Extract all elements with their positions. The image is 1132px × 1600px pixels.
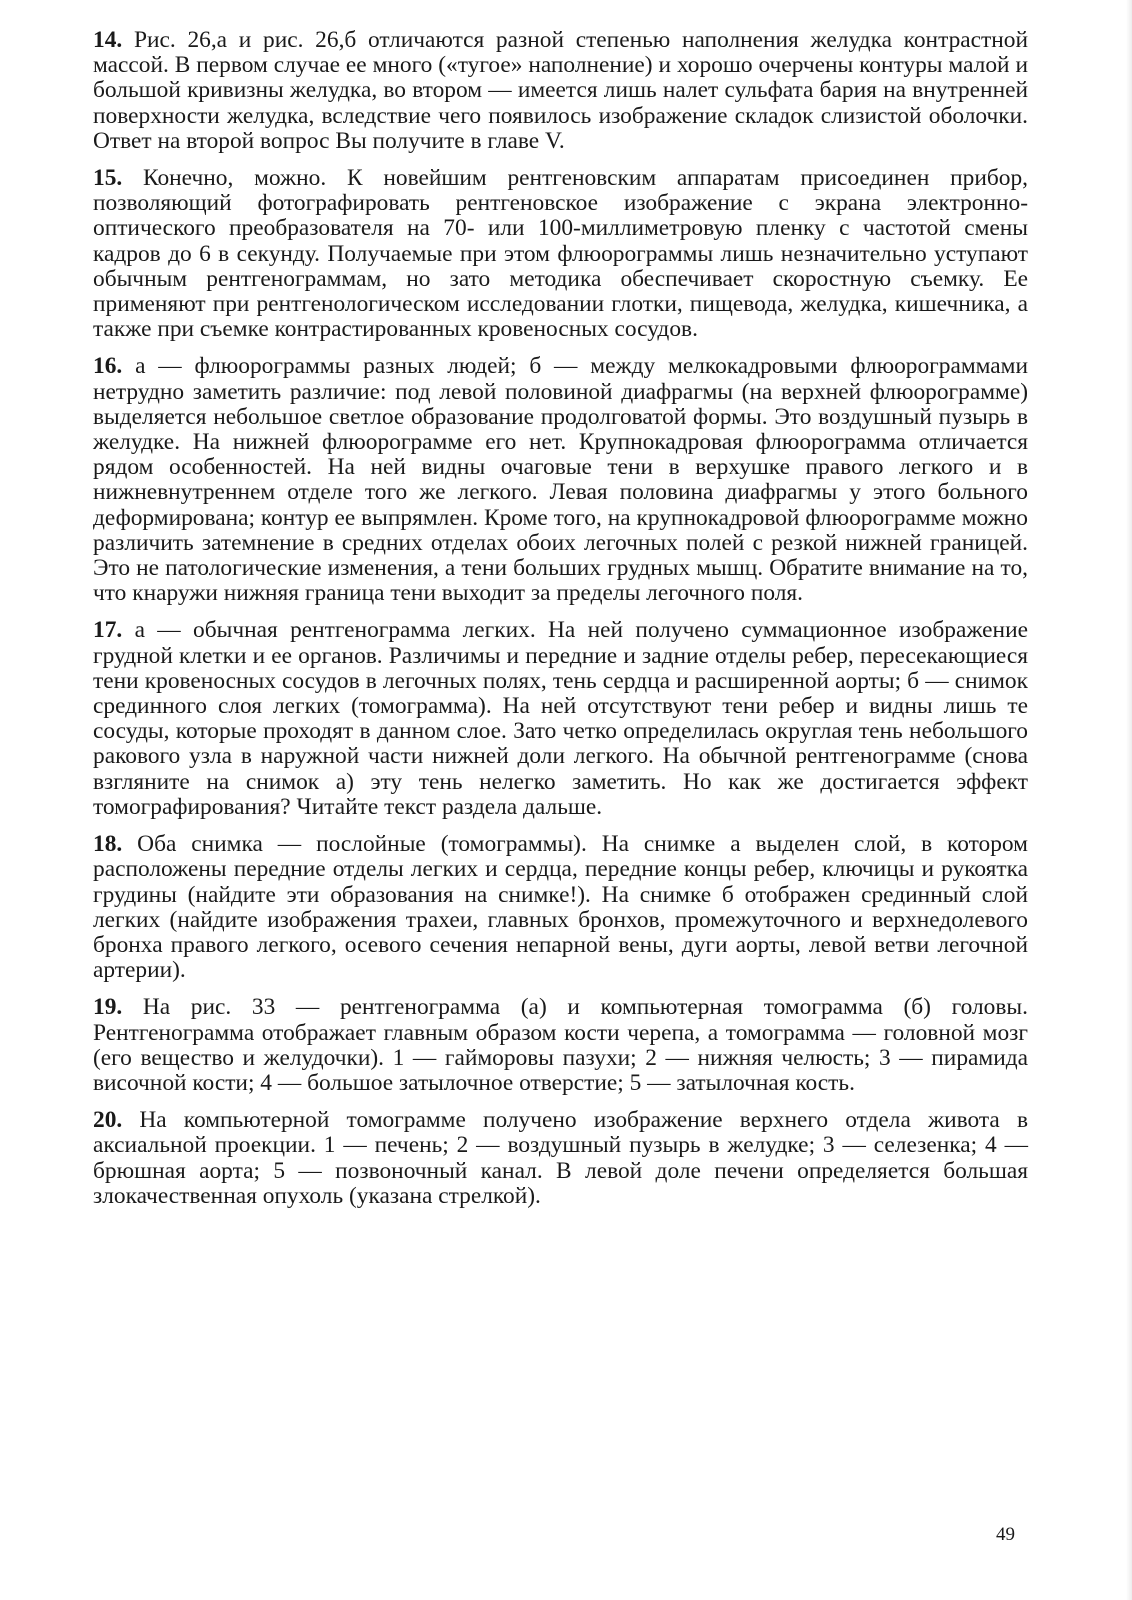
- paragraph-text: Рис. 26,а и рис. 26,б отличаются разной степенью наполнения желудка контрастной массой. В первом случае ее много («тугое» наполнение) и хорошо очерчены контуры малой и большой кривизны желудка, во втором — имеется лишь налет сульфата бария на внутренней поверхности желудка, вследствие чего появилось изображение складок слизистой оболочки. Ответ на второй вопрос Вы получите в главе V.: [93, 27, 1028, 154]
- paragraph-number: 16.: [93, 353, 123, 380]
- paragraph-20: [93, 1108, 1028, 1209]
- paragraph-number: 14.: [93, 27, 123, 53]
- paragraph-number: 19.: [93, 994, 123, 1021]
- paragraph-text: Оба снимка — послойные (томограммы). На снимке а выделен слой, в котором расположены передние отделы легких и сердца, передние концы ребер, ключицы и рукоятка грудины (найдите эти образования на снимке!). На снимке б отображен срединный слой легких (найдите изображения трахеи, главных бронхов, промежуточного и верхнедолевого бронха правого легкого, осевого сечения непарной вены, дуги аорты, левой ветви легочной артерии).: [93, 831, 1028, 984]
- paragraph-text: На компьютерной томограмме получено изображение верхнего отдела живота в аксиальной проекции. 1 — печень; 2 — воздушный пузырь в желудке; 3 — селезенка; 4 — брюшная аорта; 5 — позвоночный канал. В левой доле печени определяется большая злокачественная опухоль (указана стрелкой).: [93, 1107, 1028, 1209]
- paragraph-number: 17.: [93, 617, 123, 644]
- paragraph-text: Конечно, можно. К новейшим рентгеновским аппаратам присоединен прибор, позволяющий фотографировать рентгеновское изображение с экрана электронно-оптического преобразователя на 70- или 100-миллиметровую пленку с частотой смены кадров до 6 в секунду. Получаемые при этом флюорограммы лишь незначительно уступают обычным рентгенограммам, но зато методика обеспечивает скоростную съемку. Ее применяют при рентгенологическом исследовании глотки, пищевода, желудка, кишечника, а также при съемке контрастированных кровеносных сосудов.: [93, 165, 1028, 343]
- paragraph-number: 20.: [93, 1107, 123, 1134]
- paragraph-18: [93, 832, 1028, 983]
- paragraph-number: 18.: [93, 831, 123, 858]
- page-body: [93, 28, 1028, 1221]
- page-number: 49: [996, 1524, 1015, 1545]
- paragraph-17: [93, 618, 1028, 820]
- paragraph-16: [93, 354, 1028, 606]
- paragraph-15: [93, 166, 1028, 342]
- paragraph-text: а — флюорограммы разных людей; б — между мелкокадровыми флюорограммами нетрудно заметить различие: под левой половиной диафрагмы (на верхней флюорограмме) выделяется небольшое светлое образование продолговатой формы. Это воздушный пузырь в желудке. На нижней флюорограмме его нет. Крупнокадровая флюорограмма отличается рядом особенностей. На ней видны очаговые тени в верхушке правого легкого и в нижневнутреннем отделе того же легкого. Левая половина диафрагмы у этого больного деформирована; контур ее выпрямлен. Кроме того, на крупнокадровой флюорограмме можно различить затемнение в средних отделах обоих легочных полей с резкой нижней границей. Это не патологические изменения, а тени больших грудных мышц. Обратите внимание на то, что кнаружи нижняя граница тени выходит за пределы легочного поля.: [93, 353, 1028, 607]
- page-edge-shadow: [1126, 0, 1132, 1600]
- paragraph-text: а — обычная рентгенограмма легких. На ней получено суммационное изображение грудной клетки и ее органов. Различимы и передние и задние отделы ребер, пересекающиеся тени кровеносных сосудов в легочных полях, тень сердца и расширенной аорты; б — снимок срединного слоя легких (томограмма). На ней отсутствуют тени ребер и видны лишь те сосуды, которые проходят в данном слое. Зато четко определилась округлая тень небольшого ракового узла в наружной части нижней доли легкого. На обычной рентгенограмме (снова взгляните на снимок а) эту тень нелегко заметить. Но как же достигается эффект томографирования? Читайте текст раздела дальше.: [93, 617, 1028, 820]
- paragraph-number: 15.: [93, 165, 123, 192]
- paragraph-19: [93, 995, 1028, 1096]
- paragraph-text: На рис. 33 — рентгенограмма (а) и компьютерная томограмма (б) головы. Рентгенограмма отображает главным образом кости черепа, а томограмма — головной мозг (его вещество и желудочки). 1 — гайморовы пазухи; 2 — нижняя челюсть; 3 — пирамида височной кости; 4 — большое затылочное отверстие; 5 — затылочная кость.: [93, 994, 1028, 1096]
- paragraph-14: [93, 28, 1028, 154]
